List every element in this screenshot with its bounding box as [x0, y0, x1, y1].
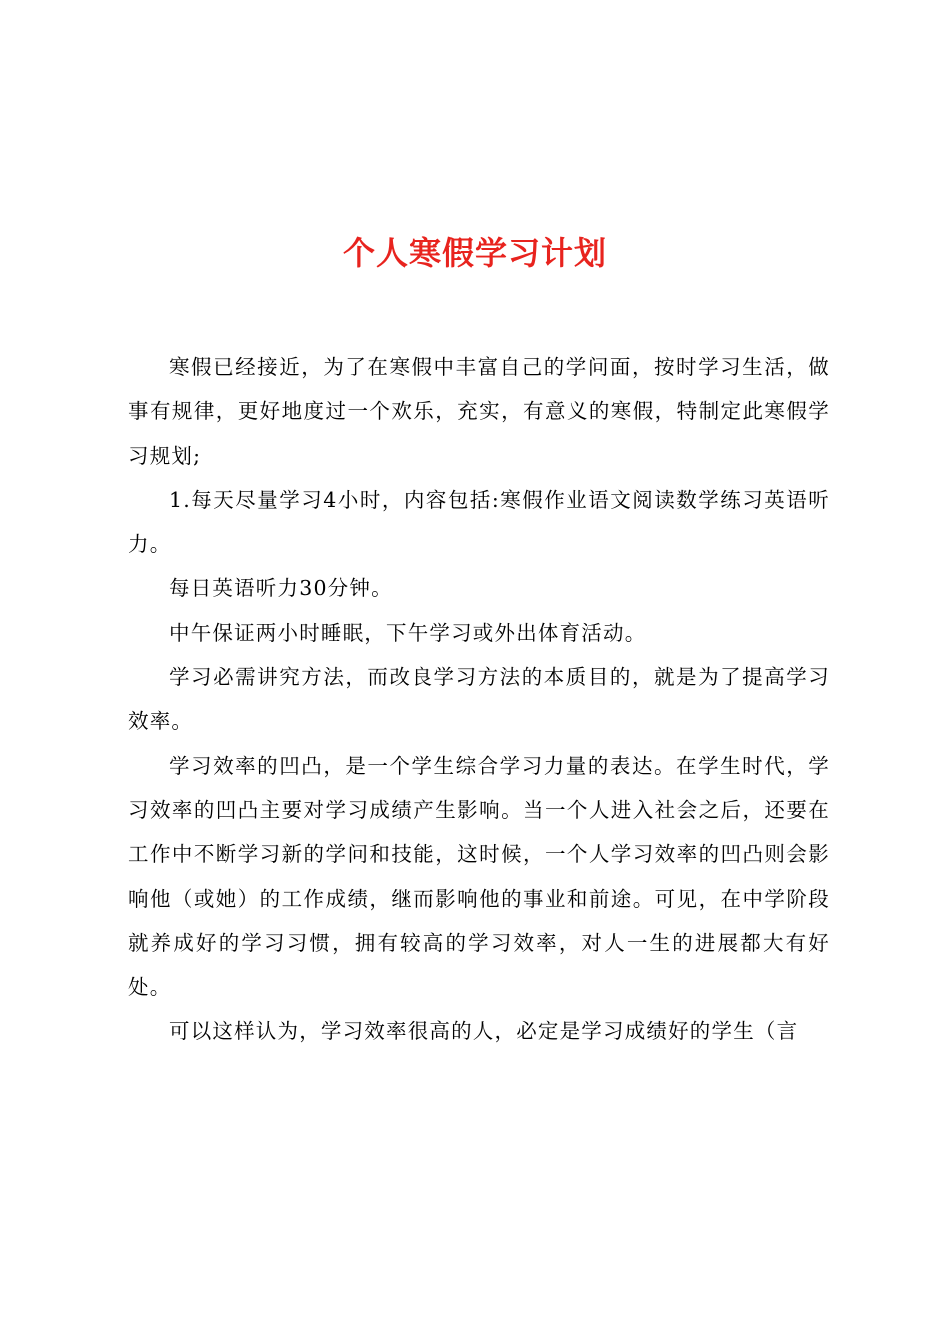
paragraph-english-listening: 每日英语听力30分钟。: [169, 576, 393, 601]
document-body: [128, 345, 830, 1054]
paragraph-conclusion: 可以这样认为，学习效率很高的人，必定是学习成绩好的学生（言: [169, 1019, 799, 1044]
paragraph-item-1: 1.每天尽量学习4小时，内容包括:寒假作业语文阅读数学练习英语听力。: [128, 487, 830, 557]
page-title: 个人寒假学习计划: [342, 234, 607, 273]
paragraph-study-efficiency: 学习效率的凹凸，是一个学生综合学习力量的表达。在学生时代，学习效率的凹凸主要对学习成绩产生影响。当一个人进入社会之后，还要在工作中不断学习新的学问和技能，这时候，一个人学习效率的凹凸则会影响他（或她）的工作成绩，继而影响他的事业和前途。可见，在中学阶段就养成好的学习习惯，拥有较高的学习效率，对人一生的进展都大有好处。: [128, 753, 830, 1000]
paragraph-noon-sleep: 中午保证两小时睡眠，下午学习或外出体育活动。: [169, 620, 647, 645]
paragraph-intro: 寒假已经接近，为了在寒假中丰富自己的学问面，按时学习生活，做事有规律，更好地度过一个欢乐，充实，有意义的寒假，特制定此寒假学习规划;: [128, 355, 830, 468]
paragraph-study-method: 学习必需讲究方法，而改良学习方法的本质目的，就是为了提高学习效率。: [128, 665, 830, 734]
